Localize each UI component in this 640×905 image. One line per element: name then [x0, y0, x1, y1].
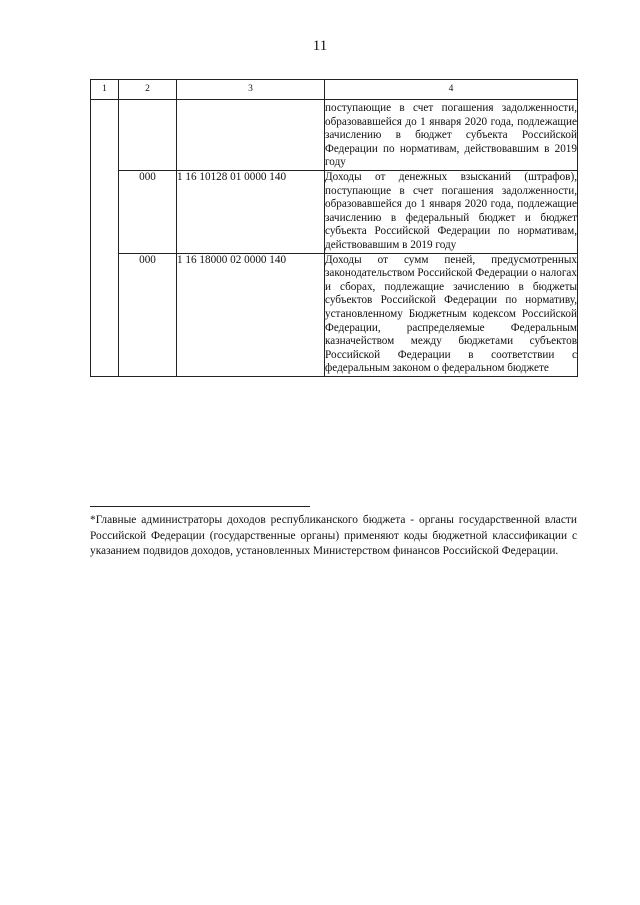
kbk-code-cell: 1 16 10128 01 0000 140 — [177, 170, 325, 253]
footnote-divider — [90, 506, 310, 507]
table-row — [91, 100, 578, 171]
header-col-2: 2 — [119, 80, 177, 100]
header-col-3: 3 — [177, 80, 325, 100]
header-col-1: 1 — [91, 80, 119, 100]
admin-code-cell — [91, 100, 119, 377]
table-header-row — [91, 80, 578, 100]
revenue-codes-table — [90, 79, 578, 377]
revenue-description-cell: поступающие в счет погашения задолженности, образовавшейся до 1 января 2020 года, подлежащие зачислению в бюджет субъекта Российской Федерации по нормативам, действовавшим в 2019 году — [325, 100, 578, 171]
table-row — [91, 253, 578, 376]
kbk-code-cell: 1 16 18000 02 0000 140 — [177, 253, 325, 376]
admin-code-cell-2 — [119, 100, 177, 171]
kbk-code-cell — [177, 100, 325, 171]
admin-code-cell-2: 000 — [119, 170, 177, 253]
revenue-description-cell: Доходы от денежных взысканий (штрафов), поступающие в счет погашения задолженности, образовавшейся до 1 января 2020 года, подлежащие зачислению в федеральный бюджет и бюджет субъекта Российской Федерации по нормативам, действовавшим в 2019 году — [325, 170, 578, 253]
footnote: *Главные администраторы доходов республиканского бюджета - органы государственной власти Российской Федерации (государственные органы) применяют коды бюджетной классификации с указанием подвидов доходов, установленных Министерством финансов Российской Федерации. — [90, 514, 577, 558]
page-number: 11 — [312, 38, 328, 54]
table-row — [91, 170, 578, 253]
admin-code-cell-2: 000 — [119, 253, 177, 376]
header-col-4: 4 — [325, 80, 578, 100]
revenue-description-cell: Доходы от сумм пеней, предусмотренных законодательством Российской Федерации о налогах и сборах, подлежащие зачислению в бюджеты субъектов Российской Федерации по нормативу, установленному Бюджетным кодексом Российской Федерации, распределяемые Федеральным казначейством между бюджетами субъектов Российской Федерации в соответствии с федеральным законом о федеральном бюджете — [325, 253, 578, 376]
